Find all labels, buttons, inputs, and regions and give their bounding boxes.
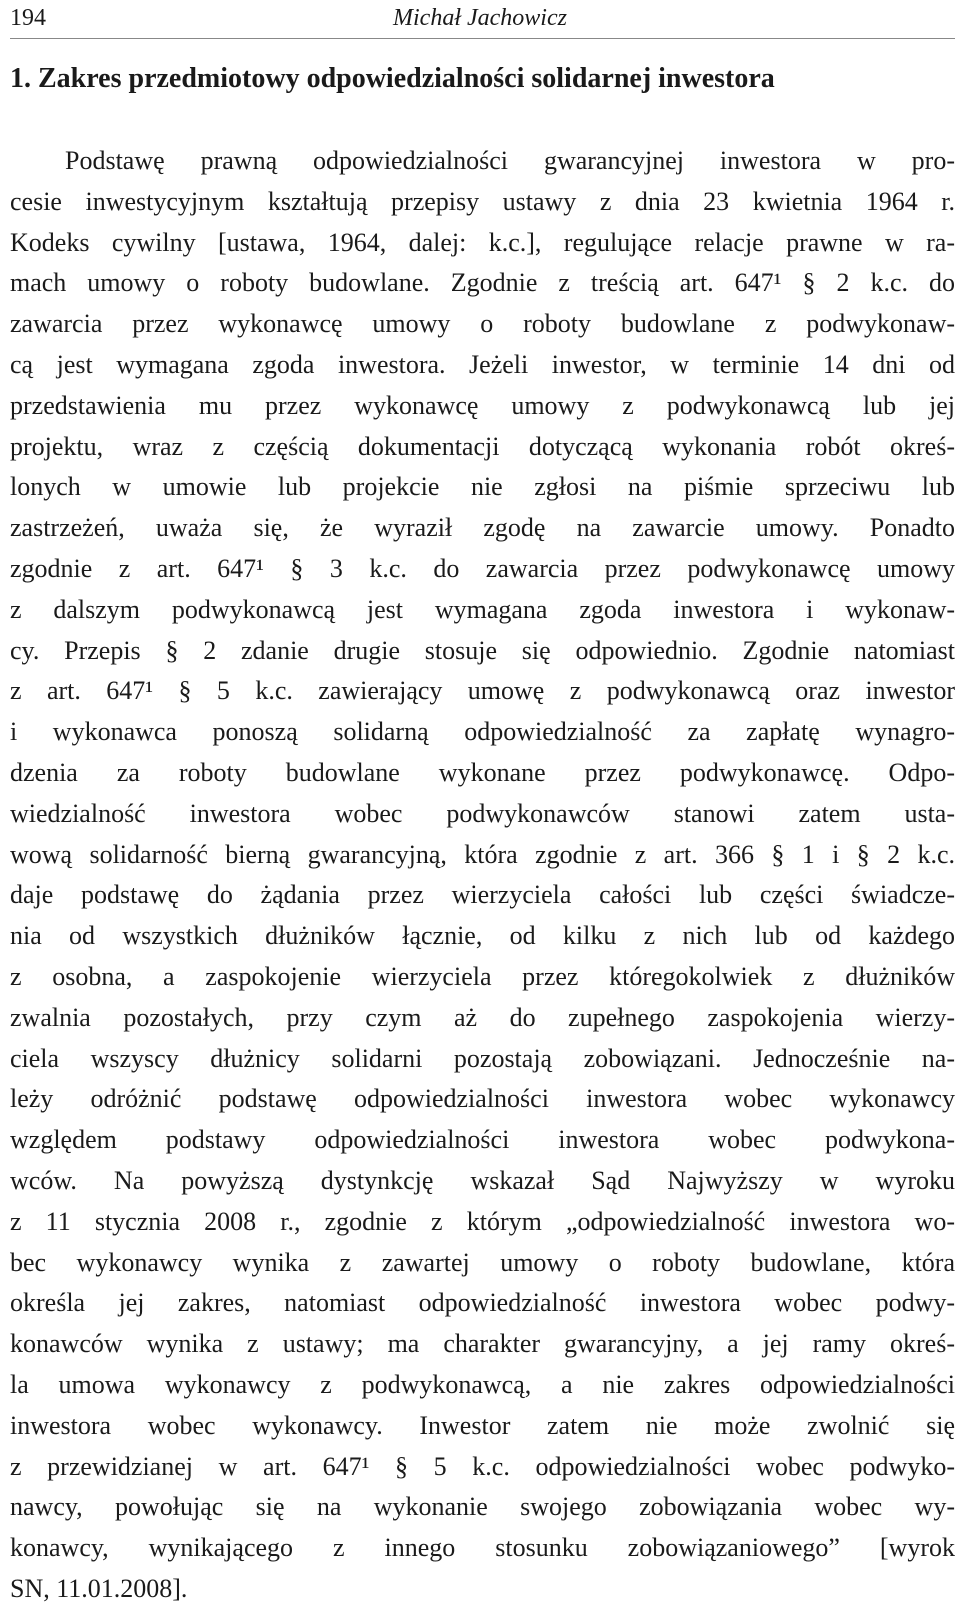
text-line: z art. 647¹ § 5 k.c. zawierający umowę z podwykonawcą oraz inwestor (10, 676, 955, 706)
text-line: la umowa wykonawcy z podwykonawcą, a nie zakres odpowiedzialności (10, 1369, 955, 1399)
text-line: bec wykonawcy wynika z zawartej umowy o roboty budowlane, która (10, 1247, 955, 1277)
text-line: cą jest wymagana zgoda inwestora. Jeżeli inwestor, w terminie 14 dni od (10, 349, 955, 379)
text-line: z dalszym podwykonawcą jest wymagana zgoda inwestora i wykonaw- (10, 594, 955, 624)
text-line: inwestora wobec wykonawcy. Inwestor zatem nie może zwolnić się (10, 1410, 955, 1440)
text-line: zgodnie z art. 647¹ § 3 k.c. do zawarcia przez podwykonawcę umowy (10, 553, 955, 583)
text-line: projektu, wraz z częścią dokumentacji dotyczącą wykonania robót okreś- (10, 431, 955, 461)
text-line: dzenia za roboty budowlane wykonane przez podwykonawcę. Odpo- (10, 757, 955, 787)
text-line: konawców wynika z ustawy; ma charakter gwarancyjny, a jej ramy okreś- (10, 1329, 955, 1359)
body-paragraph (10, 141, 955, 1610)
section-heading: 1. Zakres przedmiotowy odpowiedzialności solidarnej inwestora (10, 63, 775, 94)
text-line: nawcy, powołując się na wykonanie swojego zobowiązania wobec wy- (10, 1492, 955, 1522)
text-line: wową solidarność bierną gwarancyjną, która zgodnie z art. 366 § 1 i § 2 k.c. (10, 839, 955, 869)
running-header-author: Michał Jachowicz (393, 5, 567, 31)
text-line: określa jej zakres, natomiast odpowiedzialność inwestora wobec podwy- (10, 1288, 955, 1318)
text-line: zawarcia przez wykonawcę umowy o roboty budowlane z podwykonaw- (10, 309, 955, 339)
text-line: Podstawę prawną odpowiedzialności gwarancyjnej inwestora w pro- (65, 146, 955, 175)
running-header (10, 0, 955, 39)
text-line: mach umowy o roboty budowlane. Zgodnie z treścią art. 647¹ § 2 k.c. do (10, 268, 955, 298)
text-line: wiedzialność inwestora wobec podwykonawców stanowi zatem usta- (10, 798, 955, 828)
text-line: z 11 stycznia 2008 r., zgodnie z którym „odpowiedzialność inwestora wo- (10, 1206, 955, 1236)
text-line: względem podstawy odpowiedzialności inwestora wobec podwykona- (10, 1125, 955, 1155)
text-line: cesie inwestycyjnym kształtują przepisy ustawy z dnia 23 kwietnia 1964 r. (10, 186, 955, 216)
text-line: cy. Przepis § 2 zdanie drugie stosuje się odpowiednio. Zgodnie natomiast (10, 635, 955, 665)
text-line: przedstawienia mu przez wykonawcę umowy z podwykonawcą lub jej (10, 390, 955, 420)
text-line: Kodeks cywilny [ustawa, 1964, dalej: k.c.], regulujące relacje prawne w ra- (10, 227, 955, 257)
text-line: wców. Na powyższą dystynkcję wskazał Sąd Najwyższy w wyroku (10, 1165, 955, 1195)
text-line: nia od wszystkich dłużników łącznie, od kilku z nich lub od każdego (10, 921, 955, 951)
text-line: ciela wszyscy dłużnicy solidarni pozostają zobowiązani. Jednocześnie na- (10, 1043, 955, 1073)
text-line: zastrzeżeń, uważa się, że wyraził zgodę na zawarcie umowy. Ponadto (10, 513, 955, 543)
text-line: i wykonawca ponoszą solidarną odpowiedzialność za zapłatę wynagro- (10, 717, 955, 747)
text-line: zwalnia pozostałych, przy czym aż do zupełnego zaspokojenia wierzy- (10, 1002, 955, 1032)
text-line: SN, 11.01.2008]. (10, 1573, 188, 1603)
page-number: 194 (10, 5, 46, 31)
text-line: daje podstawę do żądania przez wierzyciela całości lub części świadcze- (10, 880, 955, 910)
text-line: z przewidzianej w art. 647¹ § 5 k.c. odpowiedzialności wobec podwyko- (10, 1451, 955, 1481)
text-line: lonych w umowie lub projekcie nie zgłosi na piśmie sprzeciwu lub (10, 472, 955, 502)
text-line: z osobna, a zaspokojenie wierzyciela przez któregokolwiek z dłużników (10, 961, 955, 991)
text-line: konawcy, wynikającego z innego stosunku zobowiązaniowego” [wyrok (10, 1533, 955, 1563)
text-line: leży odróżnić podstawę odpowiedzialności inwestora wobec wykonawcy (10, 1084, 955, 1114)
